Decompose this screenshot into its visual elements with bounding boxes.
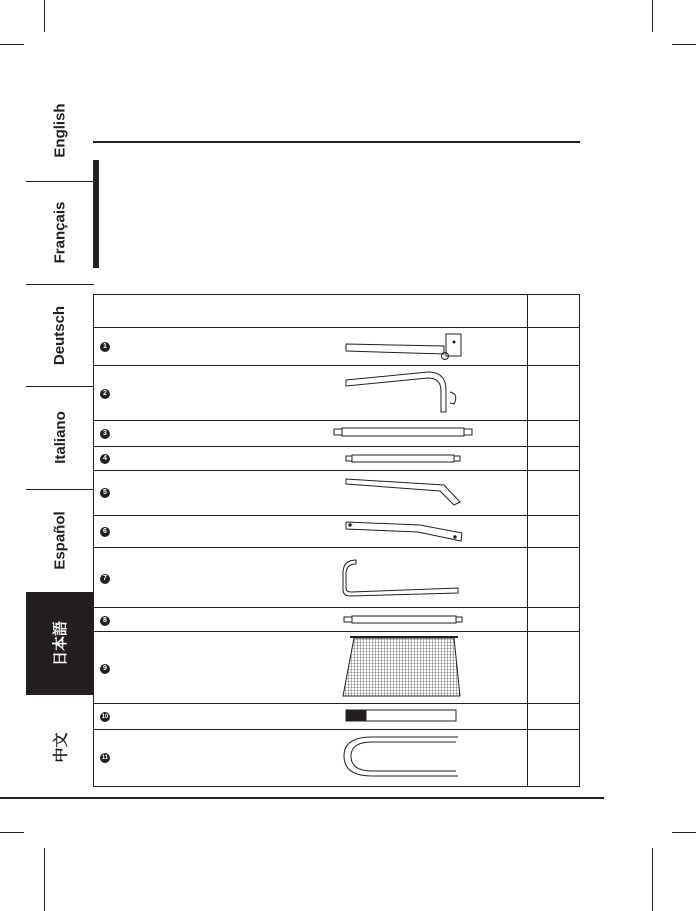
- part-number-badge: 2: [100, 389, 110, 399]
- language-tab-label: Deutsch: [51, 305, 69, 365]
- angled-tube-with-holes-icon: [346, 522, 462, 541]
- language-tab-label: Italiano: [51, 410, 69, 464]
- part-number-badge: 8: [100, 616, 110, 626]
- part-number-badge: 4: [100, 454, 110, 464]
- j-hook-tube-icon: [343, 560, 458, 596]
- language-tab-label: Español: [51, 510, 69, 570]
- part-number-badge: 11: [101, 755, 109, 761]
- part-number-badge: 10: [101, 714, 109, 720]
- strap-icon: [346, 710, 456, 721]
- l-bracket-pole-icon: [346, 334, 461, 360]
- part-number-badge: 3: [100, 429, 110, 439]
- u-stake-icon: [344, 737, 458, 776]
- curved-bent-pole-icon: [346, 372, 456, 412]
- language-tab-label: Français: [51, 201, 69, 263]
- language-tab-label: English: [51, 102, 69, 158]
- straight-tube-icon: [334, 428, 472, 436]
- part-number-badge: 7: [100, 574, 110, 584]
- part-number-badge: 5: [100, 488, 110, 498]
- angled-tube-icon: [346, 479, 460, 505]
- net-panel-icon: [343, 637, 460, 696]
- part-number-badge: 1: [100, 342, 110, 352]
- part-number-badge: 6: [100, 527, 110, 537]
- part-number-badge: 9: [100, 664, 110, 674]
- footer-rule: [0, 797, 604, 799]
- straight-tube-icon: [344, 616, 462, 623]
- straight-tube-icon: [346, 455, 460, 462]
- language-tab-label: 日本語: [52, 620, 70, 667]
- language-tab-label: 中文: [52, 731, 70, 763]
